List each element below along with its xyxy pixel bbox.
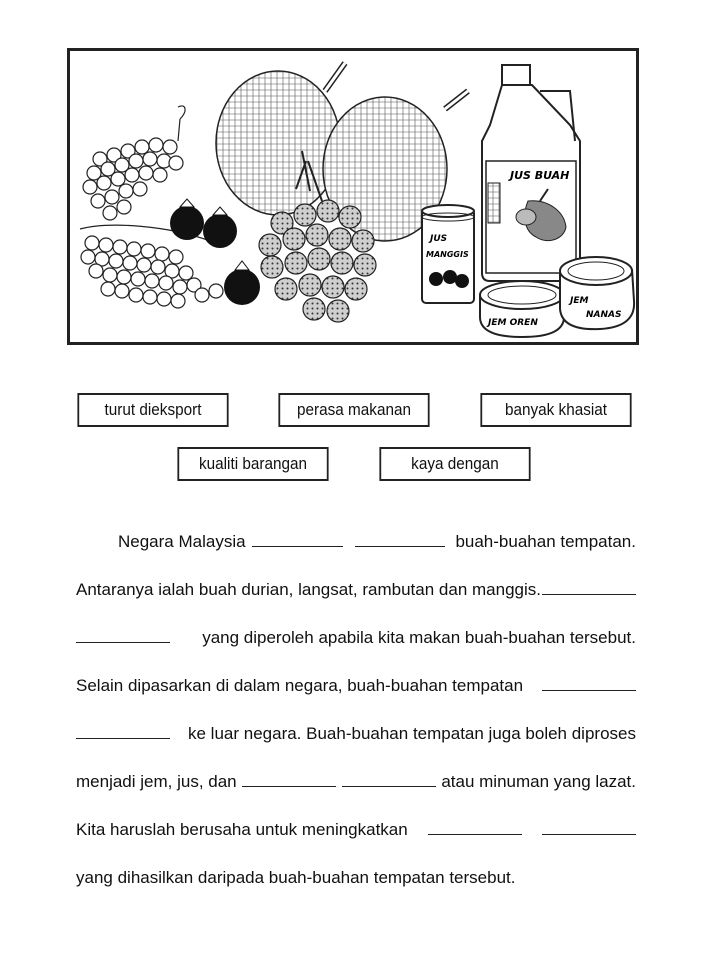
passage-line-7 [76, 820, 636, 844]
jem-nanas-tin-icon [560, 257, 634, 329]
answer-blank[interactable] [542, 820, 636, 835]
langsat-top-icon [83, 106, 185, 220]
answer-blank[interactable] [342, 772, 436, 787]
passage-text: Antaranya ialah buah durian, langsat, rambutan dan manggis. [76, 580, 541, 599]
passage-text: yang dihasilkan daripada buah-buahan tempatan tersebut. [76, 868, 516, 887]
jem-oren-label: JEM OREN [488, 318, 538, 328]
answer-blank[interactable] [242, 772, 336, 787]
passage-text: buah-buahan tempatan. [455, 532, 636, 551]
passage-line-2 [76, 580, 636, 604]
passage-line-5 [76, 724, 636, 748]
jem-nanas-label-1: JEM [570, 296, 589, 306]
jem-oren-tin-icon [480, 281, 564, 337]
answer-blank[interactable] [428, 820, 522, 835]
jus-manggis-label-1: JUS [430, 234, 448, 244]
passage-text: yang diperoleh apabila kita makan buah-buahan tersebut. [202, 628, 636, 647]
fruit-illustration [67, 48, 639, 345]
jus-manggis-can-icon [422, 205, 474, 303]
word-box-kaya-dengan: kaya dengan [379, 447, 530, 481]
jus-manggis-label-2: MANGGIS [426, 250, 469, 259]
answer-blank[interactable] [76, 628, 170, 643]
fruits-and-products-drawing [70, 51, 636, 342]
answer-blank[interactable] [76, 724, 170, 739]
answer-blank[interactable] [542, 580, 636, 595]
word-box-perasa-makanan: perasa makanan [278, 393, 429, 427]
word-box-kualiti-barangan: kualiti barangan [177, 447, 328, 481]
answer-blank[interactable] [252, 532, 343, 547]
jus-buah-bottle-icon [482, 65, 580, 281]
passage-text: Negara Malaysia [118, 532, 246, 551]
passage-line-3 [76, 628, 636, 652]
passage-text: atau minuman yang lazat. [441, 772, 636, 791]
langsat-bottom-icon [80, 225, 223, 308]
passage-text: Kita haruslah berusaha untuk meningkatkan [76, 820, 408, 839]
passage-line-6 [76, 772, 636, 796]
passage-line-4 [76, 676, 636, 700]
answer-blank[interactable] [542, 676, 636, 691]
passage-text: ke luar negara. Buah-buahan tempatan juga boleh diproses [188, 724, 636, 743]
jem-nanas-label-2: NANAS [586, 310, 622, 320]
word-box-turut-dieksport: turut dieksport [77, 393, 228, 427]
answer-blank[interactable] [355, 532, 446, 547]
jus-buah-label: JUS BUAH [510, 169, 570, 182]
passage-line-8 [76, 868, 636, 892]
passage-text: Selain dipasarkan di dalam negara, buah-buahan tempatan [76, 676, 524, 695]
passage-line-1 [76, 532, 636, 556]
word-box-banyak-khasiat: banyak khasiat [480, 393, 631, 427]
passage-text: menjadi jem, jus, dan [76, 772, 237, 791]
